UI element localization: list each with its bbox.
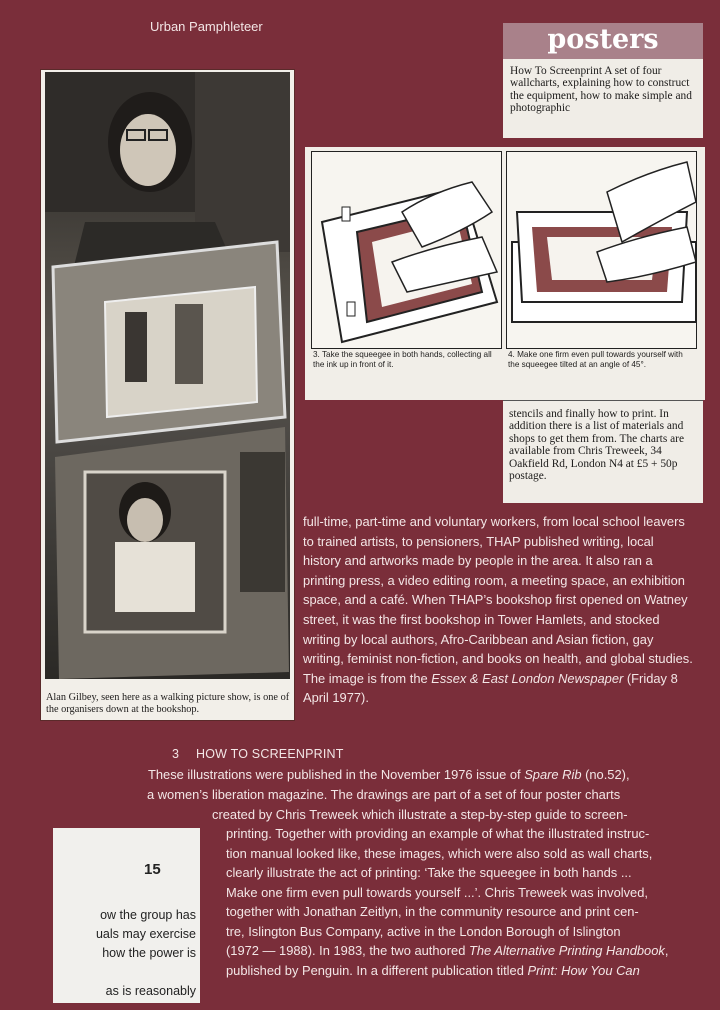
photo-image <box>45 72 290 679</box>
source-date: (Friday 8 April 1977). <box>303 670 678 706</box>
body-line-1 <box>148 765 630 785</box>
print-title: Print: How You Can <box>527 963 640 978</box>
body-line-9: tre, Islington Bus Company, active in the London Borough of Islington <box>226 924 621 939</box>
posters-heading: posters <box>503 23 703 59</box>
step4-caption: 4. Make one firm even pull towards yourself with the squeegee tilted at an angle of 45°. <box>508 350 683 369</box>
l10a: (1972 — 1988). In 1983, the two authored <box>226 943 469 958</box>
photo-caption: Alan Gilbey, seen here as a walking picture show, is one of the organisers down at the bookshop. <box>46 692 290 715</box>
posters-intro: How To Screenprint A set of four wallcharts, explaining how to construct the equipment, how to make simple and photographic <box>510 65 692 115</box>
l1c: (no.52), <box>581 767 630 782</box>
newspaper-photo <box>41 70 294 720</box>
body-paragraph-top <box>303 512 693 708</box>
posters-clipping <box>503 23 703 138</box>
body-line-11 <box>226 961 640 981</box>
clip-line-5: as is reasonably <box>105 984 196 998</box>
posters-outro-clipping <box>503 400 703 503</box>
step3-illustration <box>311 151 502 349</box>
body-line-4: printing. Together with providing an example of what the illustrated instruc- <box>226 826 650 841</box>
page-clipping <box>53 828 200 1003</box>
step4-illustration <box>506 151 697 349</box>
l10c: , <box>664 943 669 958</box>
page-number: 15 <box>144 861 161 878</box>
section-number: 3 <box>172 747 179 761</box>
body-line-5: tion manual looked like, these images, which were also sold as wall charts, <box>226 846 653 861</box>
running-head: Urban Pamphleteer <box>150 19 263 34</box>
l1a: These illustrations were published in the November 1976 issue of <box>148 767 525 782</box>
screenprint-steps <box>305 147 705 400</box>
body-line-10 <box>226 941 668 961</box>
handbook-title: The Alternative Printing Handbook <box>468 943 665 958</box>
body-line-3: created by Chris Treweek which illustrate a step-by-step guide to screen- <box>212 807 628 822</box>
l11a: published by Penguin. In a different publication titled <box>226 963 528 978</box>
source-title: Essex & East London Newspaper <box>431 670 624 686</box>
posters-outro: stencils and finally how to print. In addition there is a list of materials and shops to get them from. The charts are available from Chris Treweek, 34 Oakfield Rd, London N4 at £5 + 50p postage. <box>509 408 685 483</box>
body-line-7: Make one firm even pull towards yourself ...’. Chris Treweek was involved, <box>226 885 648 900</box>
clip-line-2: uals may exercise <box>95 927 196 941</box>
spare-rib-title: Spare Rib <box>524 767 582 782</box>
clip-line-3: how the power is <box>102 946 196 960</box>
body-line-2: a women’s liberation magazine. The drawings are part of a set of four poster charts <box>147 787 621 802</box>
body-line-6: clearly illustrate the act of printing: ‘Take the squeegee in both hands ... <box>226 865 632 880</box>
body-top-text: full-time, part-time and voluntary workers, from local school leavers to trained artists, to pensioners, THAP published writing, local history and artworks made by people in the area. It also ran a printing press, a video editing room, a meeting space, an exhibition space, and a café. When THAP’s bookshop first opened on Watney street, it was the first bookshop in Tower Hamlets, and stocked writing by local authors, Afro-Caribbean and Asian fiction, gay writing, feminist non-fiction, and books on health, and global studies. The image is from the <box>303 514 693 686</box>
step3-caption: 3. Take the squeegee in both hands, collecting all the ink up in front of it. <box>313 350 492 369</box>
clip-line-1: ow the group has <box>100 908 196 922</box>
section-title: HOW TO SCREENPRINT <box>196 747 344 761</box>
body-line-8: together with Jonathan Zeitlyn, in the community resource and print cen- <box>226 904 639 919</box>
